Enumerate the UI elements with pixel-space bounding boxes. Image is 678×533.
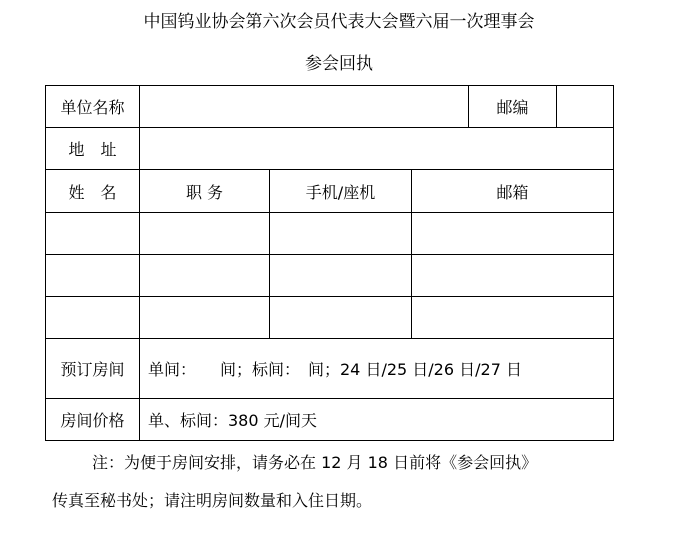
postcode-field[interactable] (557, 86, 614, 128)
row-room-price (46, 399, 614, 441)
header-email: 邮箱 (412, 170, 614, 213)
attendee-position-field[interactable] (140, 297, 270, 339)
postcode-label: 邮编 (469, 86, 557, 128)
price-value: 单、标间：380 元/间天 (140, 399, 614, 441)
attendee-row (46, 297, 614, 339)
attendee-phone-field[interactable] (270, 297, 412, 339)
attendee-email-field[interactable] (412, 213, 614, 255)
attendee-position-field[interactable] (140, 213, 270, 255)
attendee-email-field[interactable] (412, 255, 614, 297)
note-line-2: 传真至秘书处；请注明房间数量和入住日期。 (52, 491, 373, 510)
price-label: 房间价格 (46, 399, 140, 441)
attendee-phone-field[interactable] (270, 213, 412, 255)
registration-form-table (45, 85, 614, 441)
note-line-1: 注：为便于房间安排，请务必在 12 月 18 日前将《参会回执》 (92, 453, 538, 472)
attendee-position-field[interactable] (140, 255, 270, 297)
attendee-name-field[interactable] (46, 297, 140, 339)
unit-name-label: 单位名称 (46, 86, 140, 128)
unit-name-field[interactable] (140, 86, 469, 128)
attendee-name-field[interactable] (46, 255, 140, 297)
row-attendee-header (46, 170, 614, 213)
address-field[interactable] (140, 128, 614, 170)
row-room-booking (46, 339, 614, 399)
attendee-email-field[interactable] (412, 297, 614, 339)
header-name: 姓 名 (46, 170, 140, 213)
attendee-name-field[interactable] (46, 213, 140, 255)
attendee-row (46, 213, 614, 255)
attendee-phone-field[interactable] (270, 255, 412, 297)
header-phone: 手机/座机 (270, 170, 412, 213)
attendee-row (46, 255, 614, 297)
booking-value[interactable]: 单间： 间；标间： 间；24 日/25 日/26 日/27 日 (140, 339, 614, 399)
header-position: 职 务 (140, 170, 270, 213)
row-address (46, 128, 614, 170)
booking-label: 预订房间 (46, 339, 140, 399)
row-unit-name (46, 86, 614, 128)
document-subtitle: 参会回执 (305, 54, 373, 74)
address-label: 地 址 (46, 128, 140, 170)
document-title: 中国钨业协会第六次会员代表大会暨六届一次理事会 (143, 12, 535, 32)
